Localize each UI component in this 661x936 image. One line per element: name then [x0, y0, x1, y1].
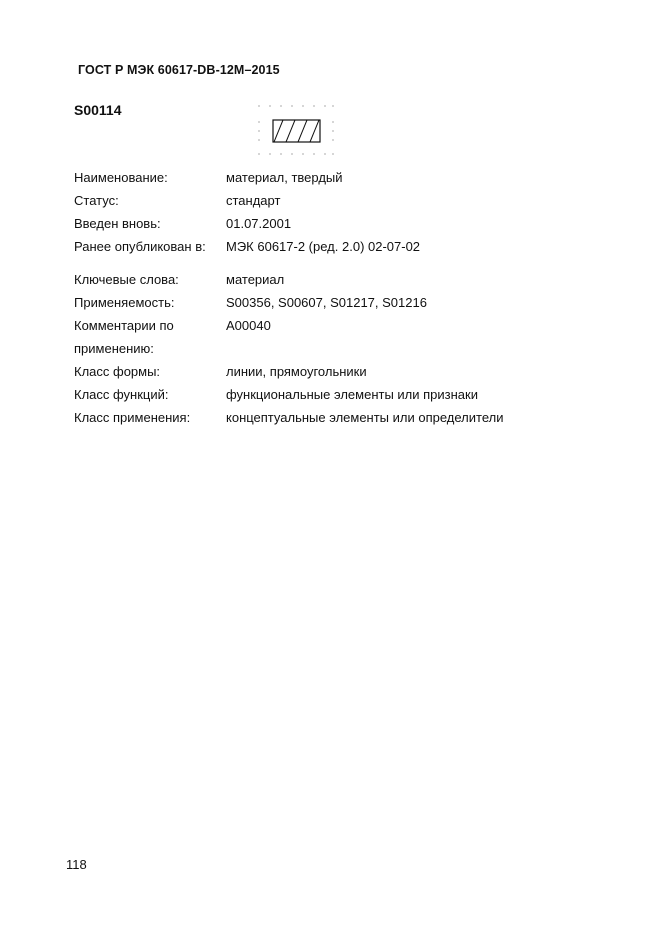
field-gap [74, 258, 634, 268]
field-label: Применяемость: [74, 295, 175, 310]
field-application-notes [74, 314, 634, 337]
field-label: Ключевые слова: [74, 272, 179, 287]
field-introduced [74, 212, 634, 235]
field-label: Введен вновь: [74, 216, 161, 231]
symbol-graphic [255, 102, 337, 160]
field-value: стандарт [226, 193, 281, 208]
field-label: Класс применения: [74, 410, 191, 425]
document-header: ГОСТ Р МЭК 60617-DB-12M–2015 [78, 63, 280, 77]
field-label: Класс формы: [74, 364, 161, 379]
grid-dots [258, 105, 334, 155]
field-label: Наименование: [74, 170, 168, 185]
field-shape-class [74, 360, 634, 383]
field-name [74, 166, 634, 189]
field-value [226, 337, 634, 360]
symbol-rectangle [273, 120, 320, 142]
field-value: материал [226, 272, 285, 287]
symbol-properties [74, 166, 634, 429]
field-application-class [74, 406, 634, 429]
field-label: Статус: [74, 193, 119, 208]
field-value: S00356, S00607, S01217, S01216 [226, 295, 427, 310]
field-application-notes-cont [74, 337, 634, 360]
field-value: A00040 [226, 318, 271, 333]
hatched-rectangle-icon [255, 102, 337, 160]
field-previously-published [74, 235, 634, 258]
symbol-hatching [274, 120, 319, 142]
field-function-class [74, 383, 634, 406]
field-status [74, 189, 634, 212]
symbol-id: S00114 [74, 102, 122, 118]
field-label: Комментарии по [74, 318, 174, 333]
field-applicability [74, 291, 634, 314]
field-value: 01.07.2001 [226, 216, 292, 231]
field-value: функциональные элементы или признаки [226, 387, 478, 402]
field-label: Ранее опубликован в: [74, 239, 206, 254]
field-value: концептуальные элементы или определители [226, 410, 504, 425]
field-value: линии, прямоугольники [226, 364, 367, 379]
field-value: материал, твердый [226, 170, 343, 185]
field-keywords [74, 268, 634, 291]
field-label: применению: [74, 341, 154, 356]
page-number: 118 [66, 857, 87, 872]
field-label: Класс функций: [74, 387, 169, 402]
field-value: МЭК 60617-2 (ред. 2.0) 02-07-02 [226, 239, 421, 254]
